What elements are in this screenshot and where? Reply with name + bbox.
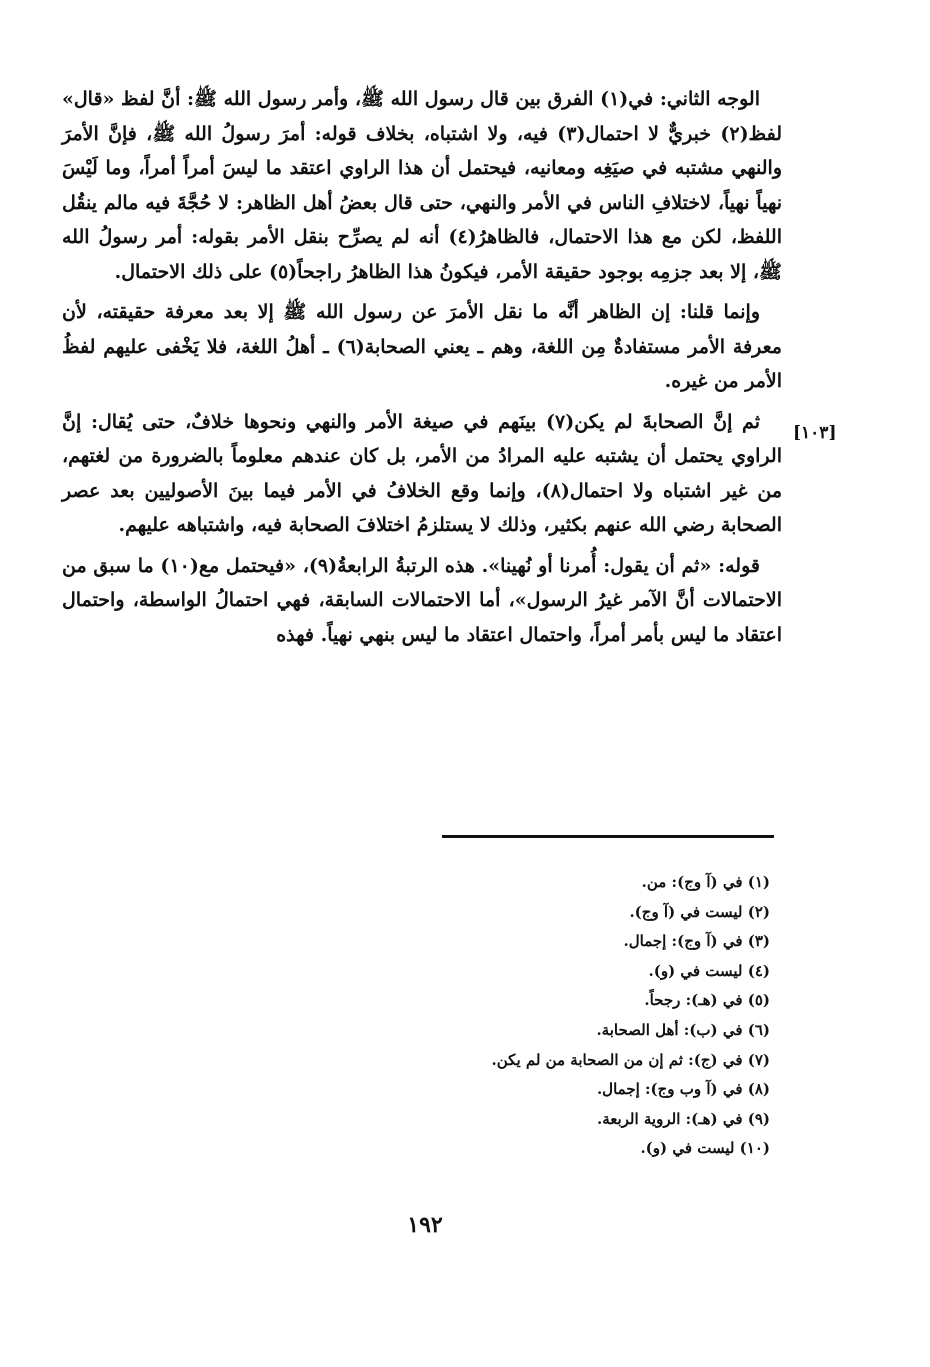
footnote: (١) في (آ وج): من. [641, 873, 770, 891]
footnote: (٨) في (آ وب وج): إجمال. [596, 1080, 770, 1099]
footnote: (٩) في (هـ): الروية الربعة. [596, 1109, 770, 1128]
paragraph: الوجه الثاني: في(١) الفرق بين قال رسول الله ﷺ، وأمر رسول الله ﷺ: أنَّ لفظ «قال» لفظ(٢) خبريٌّ لا احتمال(٣) فيه، ولا اشتباه، بخلاف قوله: أمرَ رسولُ الله ﷺ، فإنَّ الأمرَ والنهي مشتبه في صيَغِه ومعانيه، فيحتمل أن هذا الراوي اعتقد ما ليسَ أمراً أمراً، وما لَيْسَ نهياً نهياً، لاختلافِ الناس في الأمر والنهي، حتى قال بعضُ أهل الظاهر: لا حُجَّةَ فيه مالم ينقُل اللفظ، لكن مع هذا الاحتمال، فالظاهرُ(٤) أنه لم يصرِّح بنقل الأمر بقوله: أمر رسولُ الله ﷺ، إلا بعد جزمِه بوجود حقيقة الأمر، فيكونُ هذا الظاهرُ راجحاً(٥) على ذلك الاحتمال. [62, 88, 782, 283]
footnote: (٦) في (ب): أهل الصحابة. [596, 1020, 770, 1039]
footnotes-list [300, 868, 770, 1164]
margin-page-reference: [١٠٣] [793, 423, 837, 443]
paragraph: ثم إنَّ الصحابةَ لم يكن(٧) بينَهم في صيغة الأمر والنهي ونحوها خلافٌ، حتى يُقال: إنَّ الراوي يحتمل أن يشتبه عليه المرادُ من الأمر، بل كان عندهم معلوماً بالضرورة من لغتهم، من غير اشتباه ولا احتمال(٨)، وإنما وقع الخلافُ في الأمر فيما بينَ الأصوليين بعد عصر الصحابة رضي الله عنهم بكثير، وذلك لا يستلزمُ اختلافَ الصحابة فيه، واشتباهه عليهم. [62, 410, 783, 536]
footnote-divider [442, 835, 774, 838]
footnote: (١٠) ليست في (و). [640, 1139, 770, 1158]
page-number: ١٩٢ [407, 1212, 443, 1238]
footnote: (٥) في (هـ): رجحاً. [644, 991, 770, 1010]
paragraph: قوله: «ثم أن يقول: أُمرنا أو نُهينا». هذه الرتبةُ الرابعةُ(٩)، «فيحتمل مع(١٠) ما سبق من الاحتمالات أنَّ الآمر غيرُ الرسول»، أما الاحتمالات السابقة، فهي احتمالُ الواسطة، واحتمال اعتقاد ما ليس بأمر أمراً، واحتمال اعتقاد ما ليس بنهي نهياً. فهذه [62, 554, 782, 646]
footnote: (٢) ليست في (آ وج). [629, 902, 770, 921]
footnote: (٣) في (آ وج): إجمال. [623, 932, 770, 951]
footnote: (٧) في (ج): ثم إن من الصحابة من لم يكن. [491, 1050, 770, 1069]
main-text [62, 82, 782, 658]
paragraph: وإنما قلنا: إن الظاهر أنَّه ما نقل الأمرَ عن رسول الله ﷺ إلا بعد معرفة حقيقته، لأن معرفة الأمر مستفادةٌ مِن اللغة، وهم ـ يعني الصحابة(٦) ـ أهلُ اللغة، فلا يَخْفى عليهم لفظُ الأمر من غيره. [62, 301, 782, 392]
footnote: (٤) ليست في (و). [648, 961, 770, 980]
